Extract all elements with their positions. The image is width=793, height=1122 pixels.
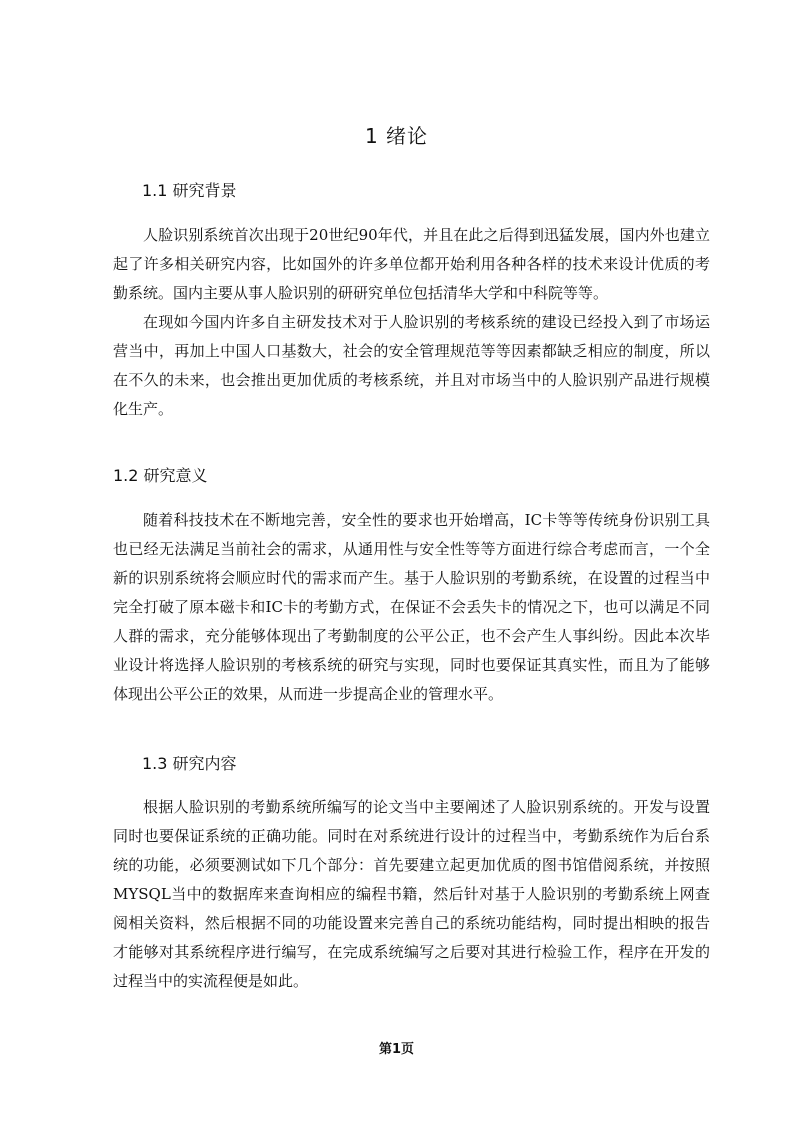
section-heading-1-1: 1.1 研究背景 <box>142 181 237 200</box>
paragraph-significance: 随着科技技术在不断地完善，安全性的要求也开始增高，IC卡等等传统身份识别工具也已经无法满足当前社会的需求，从通用性与安全性等等方面进行综合考虑而言，一个全新的识别系统将会顺应时代的需求而产生。基于人脸识别的考勤系统，在设置的过程当中完全打破了原本磁卡和IC卡的考勤方式，在保证不会丢失卡的情况之下，也可以满足不同人群的需求，充分能够体现出了考勤制度的公平公正，也不会产生人事纠纷。因此本次毕业设计将选择人脸识别的考核系统的研究与实现，同时也要保证其真实性，而且为了能够体现出公平公正的效果，从而进一步提高企业的管理水平。 <box>113 511 710 703</box>
section-heading-1-3: 1.3 研究内容 <box>142 754 237 773</box>
paragraph-content: 根据人脸识别的考勤系统所编写的论文当中主要阐述了人脸识别系统的。开发与设置同时也要保证系统的正确功能。同时在对系统进行设计的过程当中，考勤系统作为后台系统的功能，必须要测试如下几个部分：首先要建立起更加优质的图书馆借阅系统，并按照MYSQL当中的数据库来查询相应的编程书籍，然后针对基于人脸识别的考勤系统上网查阅相关资料，然后根据不同的功能设置来完善自己的系统功能结构，同时提出相映的报告才能够对其系统程序进行编写，在完成系统编写之后要对其进行检验工作，程序在开发的过程当中的实流程便是如此。 <box>113 798 710 990</box>
page-number: 第1页 <box>378 1042 415 1057</box>
paragraph-background-1: 人脸识别系统首次出现于20世纪90年代，并且在此之后得到迅猛发展，国内外也建立起了许多相关研究内容，比如国外的许多单位都开始利用各种各样的技术来设计优质的考勤系统。国内主要从事人脸识别的研研究单位包括清华大学和中科院等等。 <box>113 226 710 302</box>
paragraph-background-2: 在现如今国内许多自主研发技术对于人脸识别的考核系统的建设已经投入到了市场运营当中，再加上中国人口基数大，社会的安全管理规范等等因素都缺乏相应的制度，所以在不久的未来，也会推出更加优质的考核系统，并且对市场当中的人脸识别产品进行规模化生产。 <box>113 313 710 418</box>
chapter-title: 1 绪论 <box>364 124 429 148</box>
section-heading-1-2: 1.2 研究意义 <box>113 466 208 485</box>
